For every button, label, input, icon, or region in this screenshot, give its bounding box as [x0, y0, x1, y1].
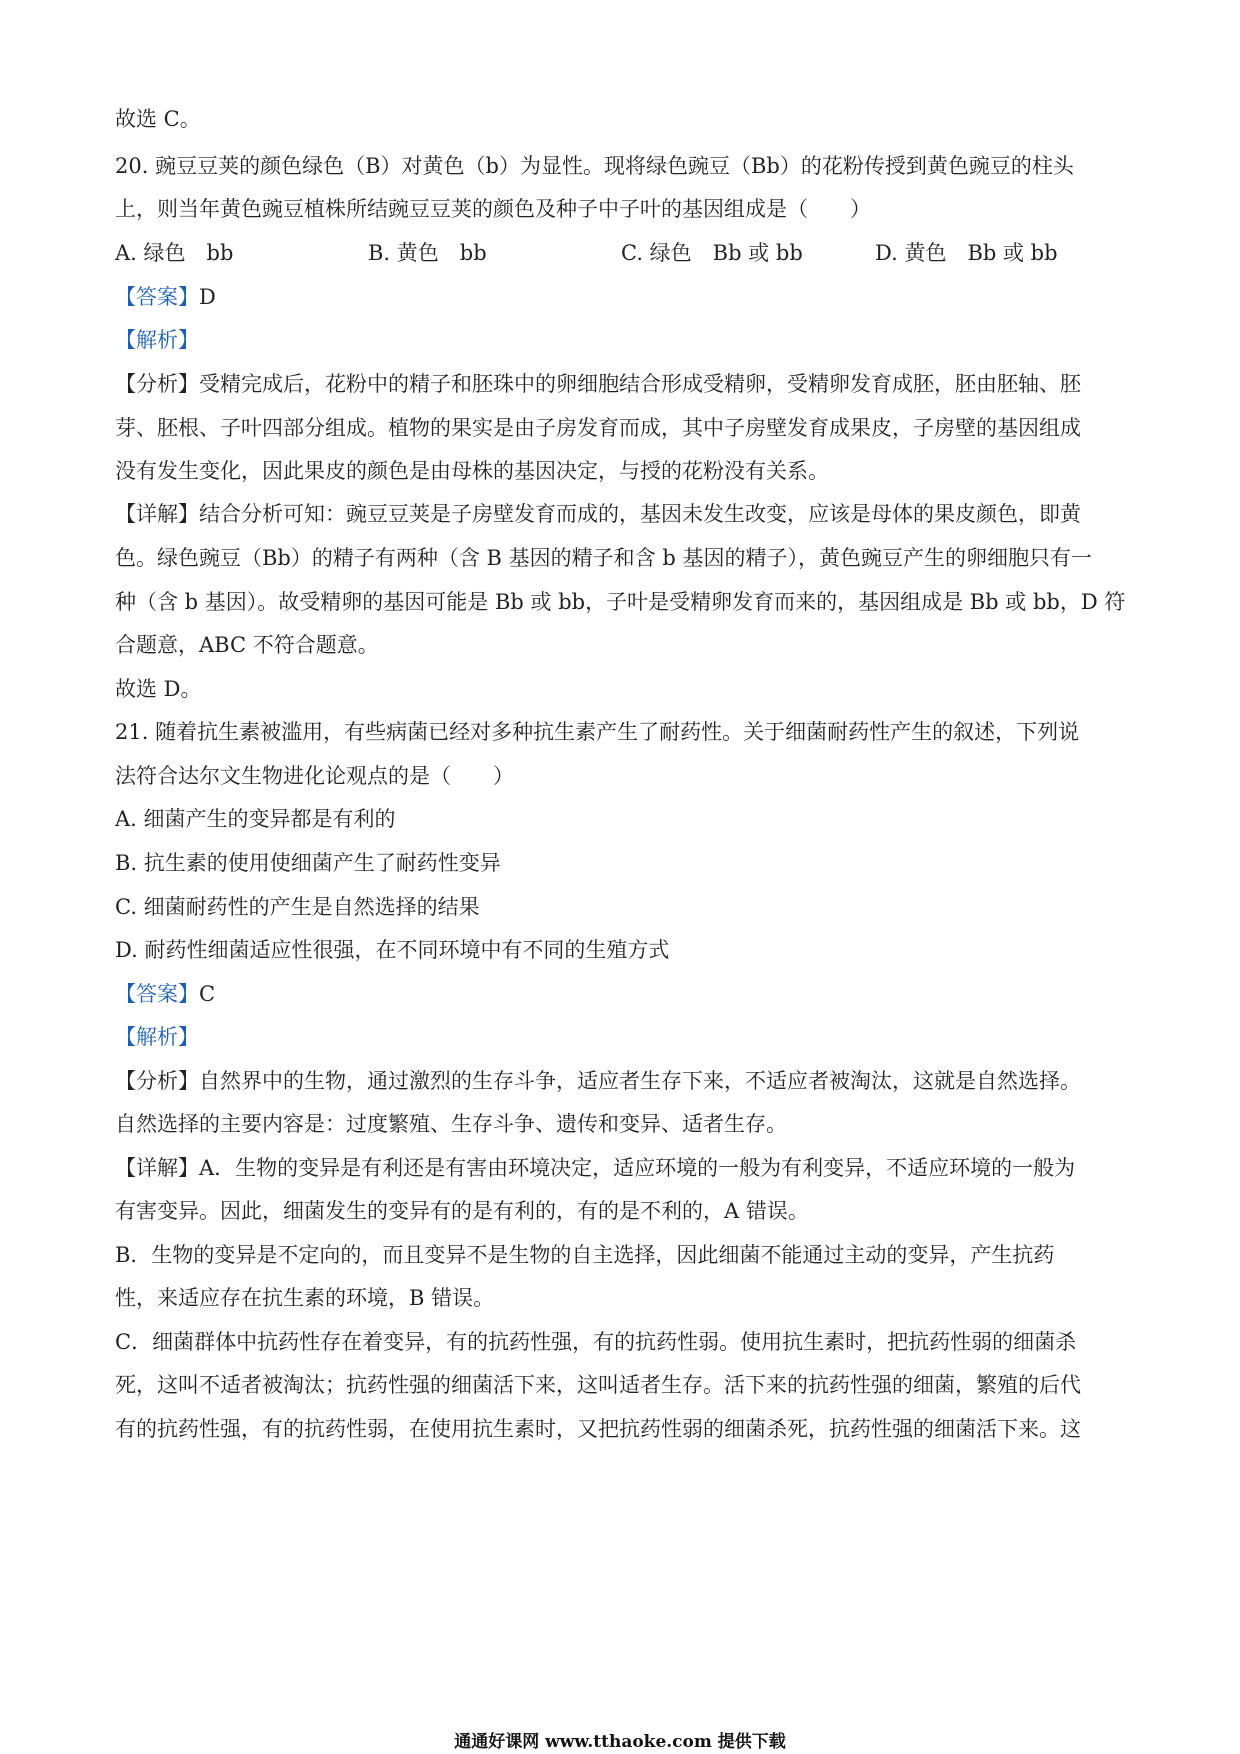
question-20-xiangjie-line-4: 合题意，ABC 不符合题意。	[115, 633, 379, 657]
question-20-analysis-heading	[115, 325, 1135, 355]
question-21-xiangjie-line-6: 死，这叫不适者被淘汰；抗药性强的细菌活下来，这叫适者生存。活下来的抗药性强的细菌，繁殖的后代	[115, 1373, 1081, 1397]
question-21-fenxi-line-1	[115, 1066, 1135, 1096]
fenxi-tag: 【分析】	[115, 372, 199, 396]
question-21-fenxi-line-2: 自然选择的主要内容是：过度繁殖、生存斗争、遗传和变异、适者生存。	[115, 1112, 787, 1136]
xiangjie-text: 结合分析可知：豌豆豆荚是子房壁发育而成的，基因未发生改变，应该是母体的果皮颜色，即黄	[199, 502, 1081, 526]
answer-value: C	[199, 982, 216, 1006]
question-20-answer	[115, 282, 1135, 312]
question-21-stem-line-1: 21. 随着抗生素被滥用，有些病菌已经对多种抗生素产生了耐药性。关于细菌耐药性产生的叙述，下列说	[115, 720, 1080, 744]
question-21-option-a: A. 细菌产生的变异都是有利的	[115, 807, 396, 831]
question-21-option-d: D. 耐药性细菌适应性很强，在不同环境中有不同的生殖方式	[115, 938, 670, 962]
question-20-xiangjie-line-1	[115, 499, 1135, 529]
question-20-fenxi-line-3: 没有发生变化，因此果皮的颜色是由母株的基因决定，与授的花粉没有关系。	[115, 459, 829, 483]
fenxi-text: 自然界中的生物，通过激烈的生存斗争，适应者生存下来，不适应者被淘汰，这就是自然选择。	[199, 1069, 1081, 1093]
question-21-xiangjie-line-5: C．细菌群体中抗药性存在着变异，有的抗药性强，有的抗药性弱。使用抗生素时，把抗药性弱的细菌杀	[115, 1330, 1077, 1354]
xiangjie-tag: 【详解】	[115, 502, 199, 526]
analysis-tag: 【解析】	[115, 1025, 199, 1049]
question-21-option-b: B. 抗生素的使用使细菌产生了耐药性变异	[115, 851, 501, 875]
xiangjie-text: A．生物的变异是有利还是有害由环境决定，适应环境的一般为有利变异，不适应环境的一般为	[199, 1156, 1076, 1180]
answer-tag: 【答案】	[115, 982, 199, 1006]
page-footer: 通通好课网 www.tthaoke.com 提供下载	[454, 1732, 786, 1752]
xiangjie-tag: 【详解】	[115, 1156, 199, 1180]
question-21-xiangjie-line-2: 有害变异。因此，细菌发生的变异有的是有利的，有的是不利的，A 错误。	[115, 1199, 809, 1223]
question-20-xiangjie-line-3: 种（含 b 基因）。故受精卵的基因可能是 Bb 或 bb，子叶是受精卵发育而来的，基因组成是 Bb 或 bb，D 符	[115, 590, 1126, 614]
question-21-analysis-heading	[115, 1022, 1135, 1052]
question-21-stem-line-2: 法符合达尔文生物进化论观点的是（ ）	[115, 764, 514, 788]
question-21-xiangjie-line-7: 有的抗药性强，有的抗药性弱，在使用抗生素时，又把抗药性弱的细菌杀死，抗药性强的细菌活下来。这	[115, 1417, 1081, 1441]
question-20-option-a: A. 绿色 bb	[115, 241, 234, 265]
conclusion-q19: 故选 C。	[115, 107, 201, 131]
question-20-fenxi-line-1	[115, 369, 1135, 399]
question-20-stem-line-1: 20. 豌豆豆荚的颜色绿色（B）对黄色（b）为显性。现将绿色豌豆（Bb）的花粉传授到黄色豌豆的柱头	[115, 154, 1074, 178]
question-20-option-d: D. 黄色 Bb 或 bb	[875, 241, 1058, 265]
question-21-option-c: C. 细菌耐药性的产生是自然选择的结果	[115, 895, 480, 919]
question-21-answer	[115, 979, 1135, 1009]
answer-value: D	[199, 285, 216, 309]
question-21-xiangjie-line-3: B．生物的变异是不定向的，而且变异不是生物的自主选择，因此细菌不能通过主动的变异，产生抗药	[115, 1243, 1055, 1267]
question-20-fenxi-line-2: 芽、胚根、子叶四部分组成。植物的果实是由子房发育而成，其中子房壁发育成果皮，子房壁的基因组成	[115, 416, 1081, 440]
question-20-options	[115, 238, 1135, 268]
question-20-xiangjie-line-2: 色。绿色豌豆（Bb）的精子有两种（含 B 基因的精子和含 b 基因的精子），黄色豌豆产生的卵细胞只有一	[115, 546, 1092, 570]
question-20-stem-line-2: 上，则当年黄色豌豆植株所结豌豆豆荚的颜色及种子中子叶的基因组成是（ ）	[115, 197, 871, 221]
question-20-option-c: C. 绿色 Bb 或 bb	[621, 241, 803, 265]
question-20-option-b: B. 黄色 bb	[368, 241, 487, 265]
fenxi-text: 受精完成后，花粉中的精子和胚珠中的卵细胞结合形成受精卵，受精卵发育成胚，胚由胚轴、胚	[199, 372, 1081, 396]
question-20-conclusion: 故选 D。	[115, 677, 202, 701]
question-21-xiangjie-line-1	[115, 1153, 1135, 1183]
question-21-xiangjie-line-4: 性，来适应存在抗生素的环境，B 错误。	[115, 1286, 495, 1310]
answer-tag: 【答案】	[115, 285, 199, 309]
fenxi-tag: 【分析】	[115, 1069, 199, 1093]
analysis-tag: 【解析】	[115, 328, 199, 352]
